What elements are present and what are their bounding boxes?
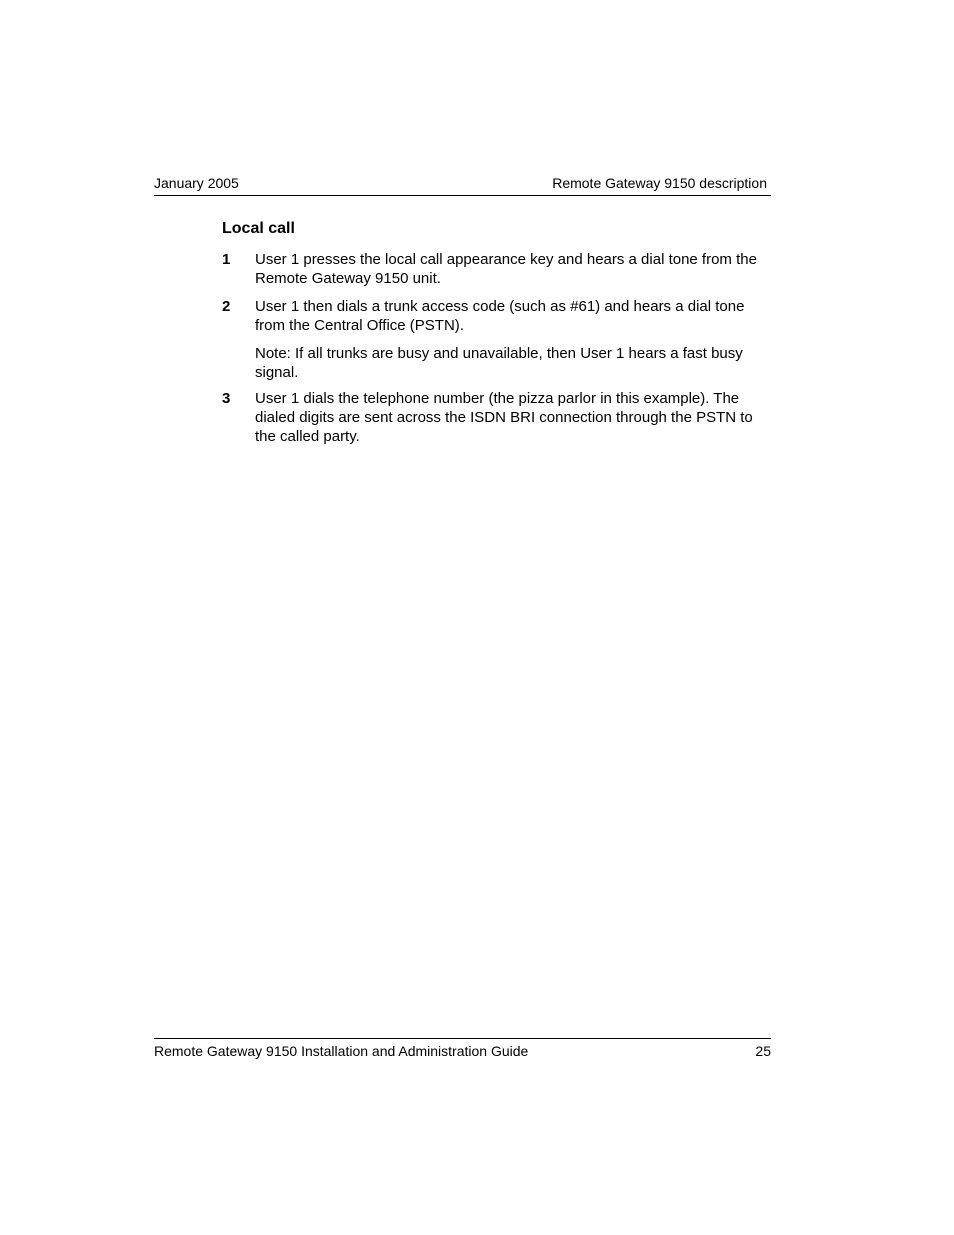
step-text: User 1 then dials a trunk access code (such as #61) and hears a dial tone from the Central Office (PSTN). [255, 298, 745, 334]
step-number: 3 [222, 390, 231, 407]
step-number: 1 [222, 251, 231, 268]
header-section-title: Remote Gateway 9150 description [552, 175, 767, 191]
step-item [222, 250, 774, 288]
footer-doc-title: Remote Gateway 9150 Installation and Administration Guide [154, 1043, 529, 1059]
section-heading: Local call [222, 220, 295, 237]
step-note: Note: If all trunks are busy and unavailable, then User 1 hears a fast busy signal. [255, 345, 743, 381]
step-item [222, 389, 774, 446]
step-text: User 1 presses the local call appearance key and hears a dial tone from the Remote Gateway 9150 unit. [255, 251, 757, 287]
footer-page-number: 25 [755, 1043, 771, 1059]
header-date: January 2005 [154, 175, 239, 191]
page-content [222, 219, 774, 446]
page-header [154, 175, 771, 196]
step-number: 2 [222, 298, 231, 315]
step-text: User 1 dials the telephone number (the pizza parlor in this example). The dialed digits are sent across the ISDN BRI connection through the PSTN to the called party. [255, 390, 753, 445]
step-item [222, 297, 774, 335]
page-footer [154, 1038, 771, 1059]
